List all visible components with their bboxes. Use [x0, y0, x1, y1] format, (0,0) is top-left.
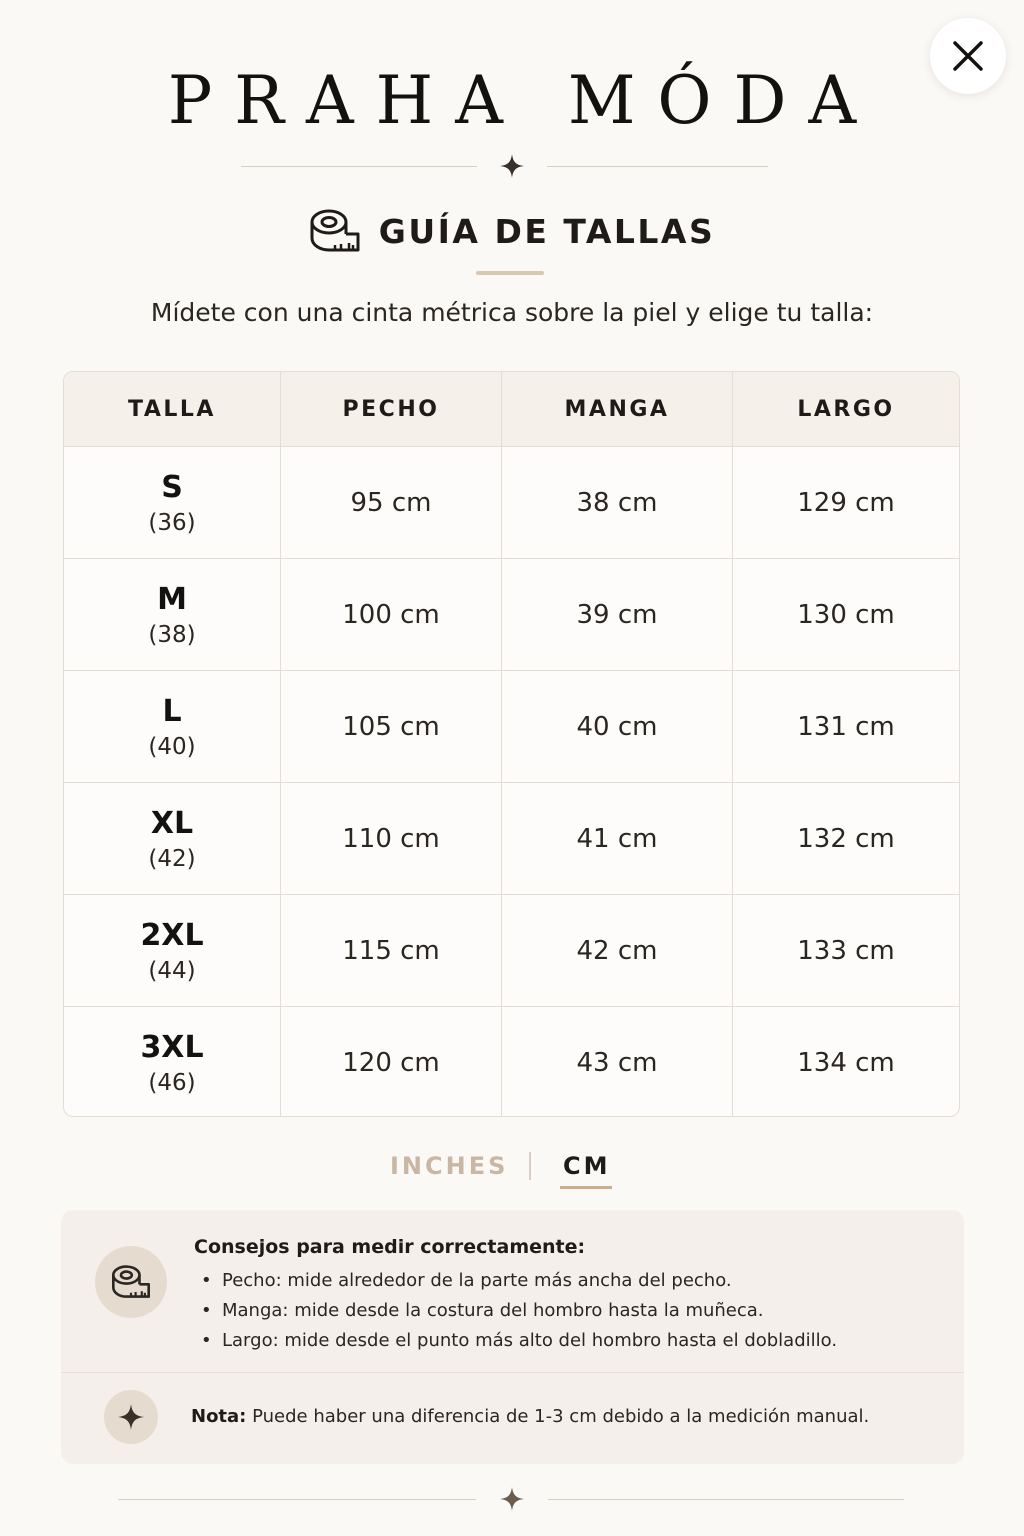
manga-value: 41 cm — [576, 823, 658, 854]
manga-value: 40 cm — [576, 711, 658, 742]
manga-value: 39 cm — [576, 599, 658, 630]
pecho-value: 105 cm — [342, 711, 440, 742]
tip-label: Largo: — [222, 1330, 279, 1351]
size-label: XL — [150, 805, 194, 841]
size-label: M — [157, 581, 187, 617]
size-eu: (38) — [148, 621, 196, 648]
manga-value: 42 cm — [576, 935, 658, 966]
pecho-value: 95 cm — [350, 487, 432, 518]
sparkle-icon — [500, 154, 524, 178]
table-row — [64, 895, 959, 1007]
tape-measure-icon — [309, 208, 361, 254]
tip-text: mide desde la costura del hombro hasta la muñeca. — [288, 1300, 764, 1321]
sparkle-icon — [118, 1404, 144, 1430]
ornament-divider-bottom — [0, 1487, 1024, 1511]
tips-icon-badge — [95, 1246, 167, 1318]
unit-inches-button[interactable]: INCHES — [390, 1152, 509, 1180]
size-label: S — [161, 469, 183, 505]
largo-value: 131 cm — [797, 711, 895, 742]
header-manga: MANGA — [564, 396, 670, 422]
header-talla: TALLA — [128, 396, 216, 422]
instruction-text: Mídete con una cinta métrica sobre la piel y elige tu talla: — [150, 298, 874, 327]
size-eu: (42) — [148, 845, 196, 872]
size-table — [63, 371, 960, 1117]
size-eu: (44) — [148, 957, 196, 984]
table-row — [64, 447, 959, 559]
note-body: Puede haber una diferencia de 1-3 cm debido a la medición manual. — [246, 1406, 870, 1427]
tips-title: Consejos para medir correctamente: — [194, 1236, 586, 1258]
size-eu: (46) — [148, 1070, 196, 1096]
unit-selected-indicator — [560, 1186, 612, 1189]
brand-logo: PRAHA MÓDA — [167, 62, 879, 139]
table-row — [64, 559, 959, 671]
size-eu: (36) — [148, 509, 196, 536]
table-row — [64, 1007, 959, 1117]
header-largo: LARGO — [797, 396, 895, 422]
largo-value: 132 cm — [797, 823, 895, 854]
note-text — [191, 1406, 869, 1427]
table-row — [64, 671, 959, 783]
size-label: L — [162, 693, 182, 729]
largo-value: 133 cm — [797, 935, 895, 966]
manga-value: 43 cm — [576, 1048, 658, 1078]
pecho-value: 100 cm — [342, 599, 440, 630]
sparkle-icon — [500, 1487, 524, 1511]
list-item — [201, 1266, 837, 1296]
tips-panel — [61, 1210, 964, 1464]
pecho-value: 110 cm — [342, 823, 440, 854]
largo-value: 130 cm — [797, 599, 895, 630]
bullet: • — [201, 1330, 212, 1351]
tip-label: Pecho: — [222, 1270, 282, 1291]
size-label: 3XL — [140, 1030, 204, 1065]
bullet: • — [201, 1270, 212, 1291]
list-item — [201, 1326, 837, 1356]
tip-label: Manga: — [222, 1300, 289, 1321]
tip-text: mide alrededor de la parte más ancha del pecho. — [281, 1270, 732, 1291]
unit-separator — [529, 1152, 531, 1180]
size-label: 2XL — [140, 917, 204, 953]
tips-list — [201, 1266, 837, 1356]
tips-divider — [61, 1372, 964, 1373]
size-eu: (40) — [148, 733, 196, 760]
note-icon-badge — [104, 1390, 158, 1444]
largo-value: 134 cm — [797, 1048, 895, 1078]
title-underline — [476, 271, 544, 275]
unit-toggle — [0, 1148, 1024, 1192]
unit-cm-button[interactable]: CM — [563, 1152, 611, 1180]
header-pecho: PECHO — [342, 396, 440, 422]
ornament-divider-top — [0, 154, 1024, 178]
largo-value: 129 cm — [797, 487, 895, 518]
manga-value: 38 cm — [576, 487, 658, 518]
tip-text: mide desde el punto más alto del hombro hasta el dobladillo. — [278, 1330, 838, 1351]
pecho-value: 120 cm — [342, 1048, 440, 1078]
table-row — [64, 783, 959, 895]
guide-title-row — [0, 202, 1024, 260]
table-header-row — [64, 372, 959, 447]
guide-title: GUÍA DE TALLAS — [378, 211, 716, 251]
pecho-value: 115 cm — [342, 935, 440, 966]
note-label: Nota: — [191, 1406, 247, 1427]
list-item — [201, 1296, 837, 1326]
tape-measure-icon — [111, 1264, 151, 1300]
bullet: • — [201, 1300, 212, 1321]
